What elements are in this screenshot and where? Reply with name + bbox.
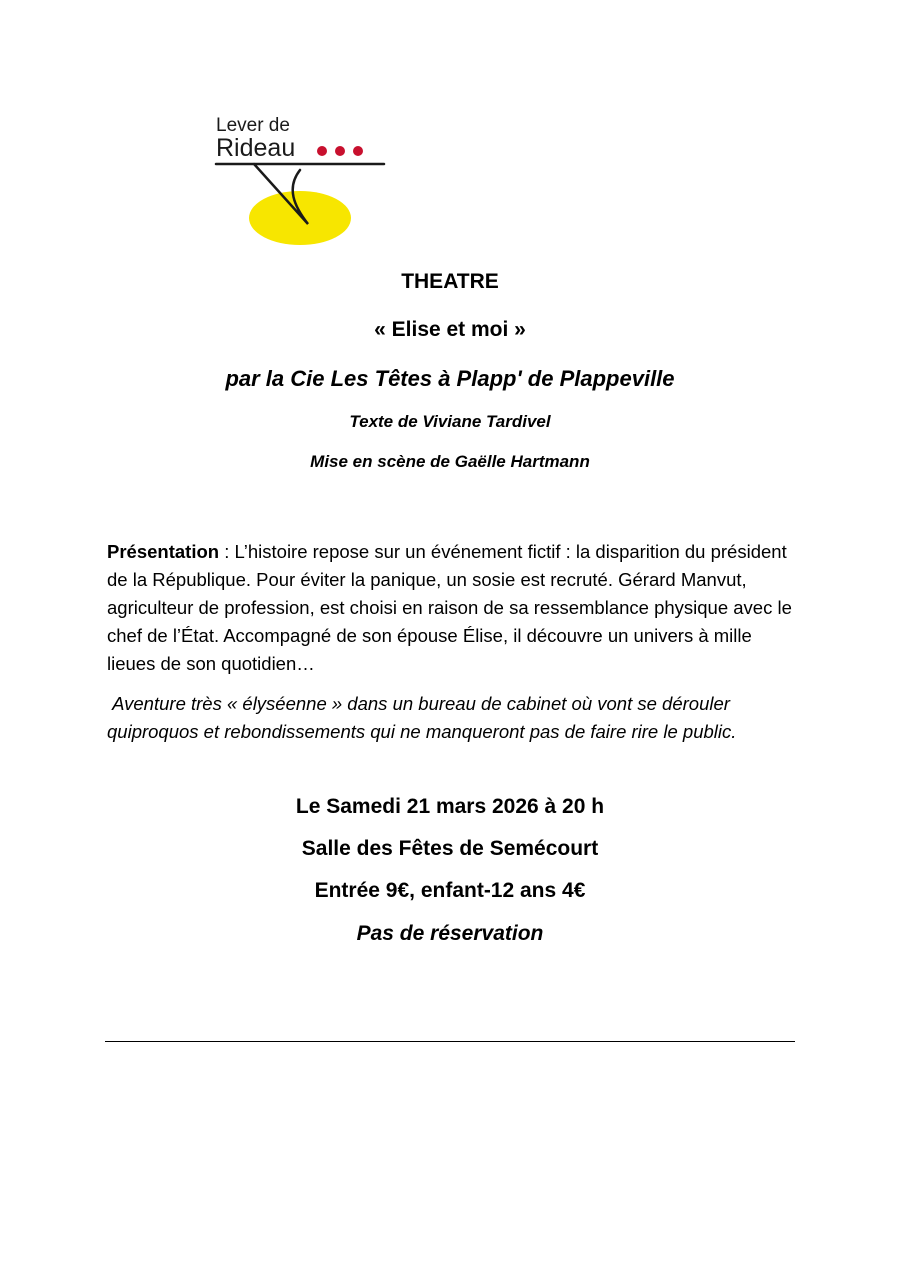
logo-line1: Lever de: [216, 115, 290, 136]
event-price: Entrée 9€, enfant-12 ans 4€: [314, 879, 586, 902]
logo-line2: Rideau: [216, 134, 296, 162]
tagline-text: Aventure très « élyséenne » dans un bureau de cabinet où vont se dérouler quiproquos et rebondissements qui ne manqueront pas de faire rire le public.: [107, 693, 737, 742]
lever-de-rideau-logo: [210, 108, 400, 253]
author-line: Texte de Viviane Tardivel: [349, 412, 551, 431]
logo-dot: [335, 146, 345, 156]
logo-graphic: [210, 108, 400, 253]
presentation-paragraph: [107, 538, 797, 678]
horizontal-divider: [105, 1041, 795, 1042]
category-heading: THEATRE: [401, 270, 499, 293]
director-line: Mise en scène de Gaëlle Hartmann: [310, 452, 590, 471]
event-date: Le Samedi 21 mars 2026 à 20 h: [295, 795, 605, 818]
event-venue: Salle des Fêtes de Semécourt: [301, 837, 599, 860]
show-title: « Elise et moi »: [374, 318, 526, 341]
logo-yellow-spot: [249, 191, 351, 245]
logo-dot: [353, 146, 363, 156]
tagline-paragraph: [107, 690, 797, 746]
logo-dot: [317, 146, 327, 156]
presentation-text: : L’histoire repose sur un événement fictif : la disparition du président de la République. Pour éviter la panique, un sosie est recruté. Gérard Manvut, agriculteur de profession, est choisi en raison de sa ressemblance physique avec le chef de l’État. Accompagné de son épouse Élise, il découvre un univers à mille lieues de son quotidien…: [107, 541, 792, 674]
company-line: par la Cie Les Têtes à Plapp' de Plappeville: [225, 366, 675, 391]
presentation-label: Présentation: [107, 541, 220, 562]
reservation-note: Pas de réservation: [356, 922, 544, 945]
